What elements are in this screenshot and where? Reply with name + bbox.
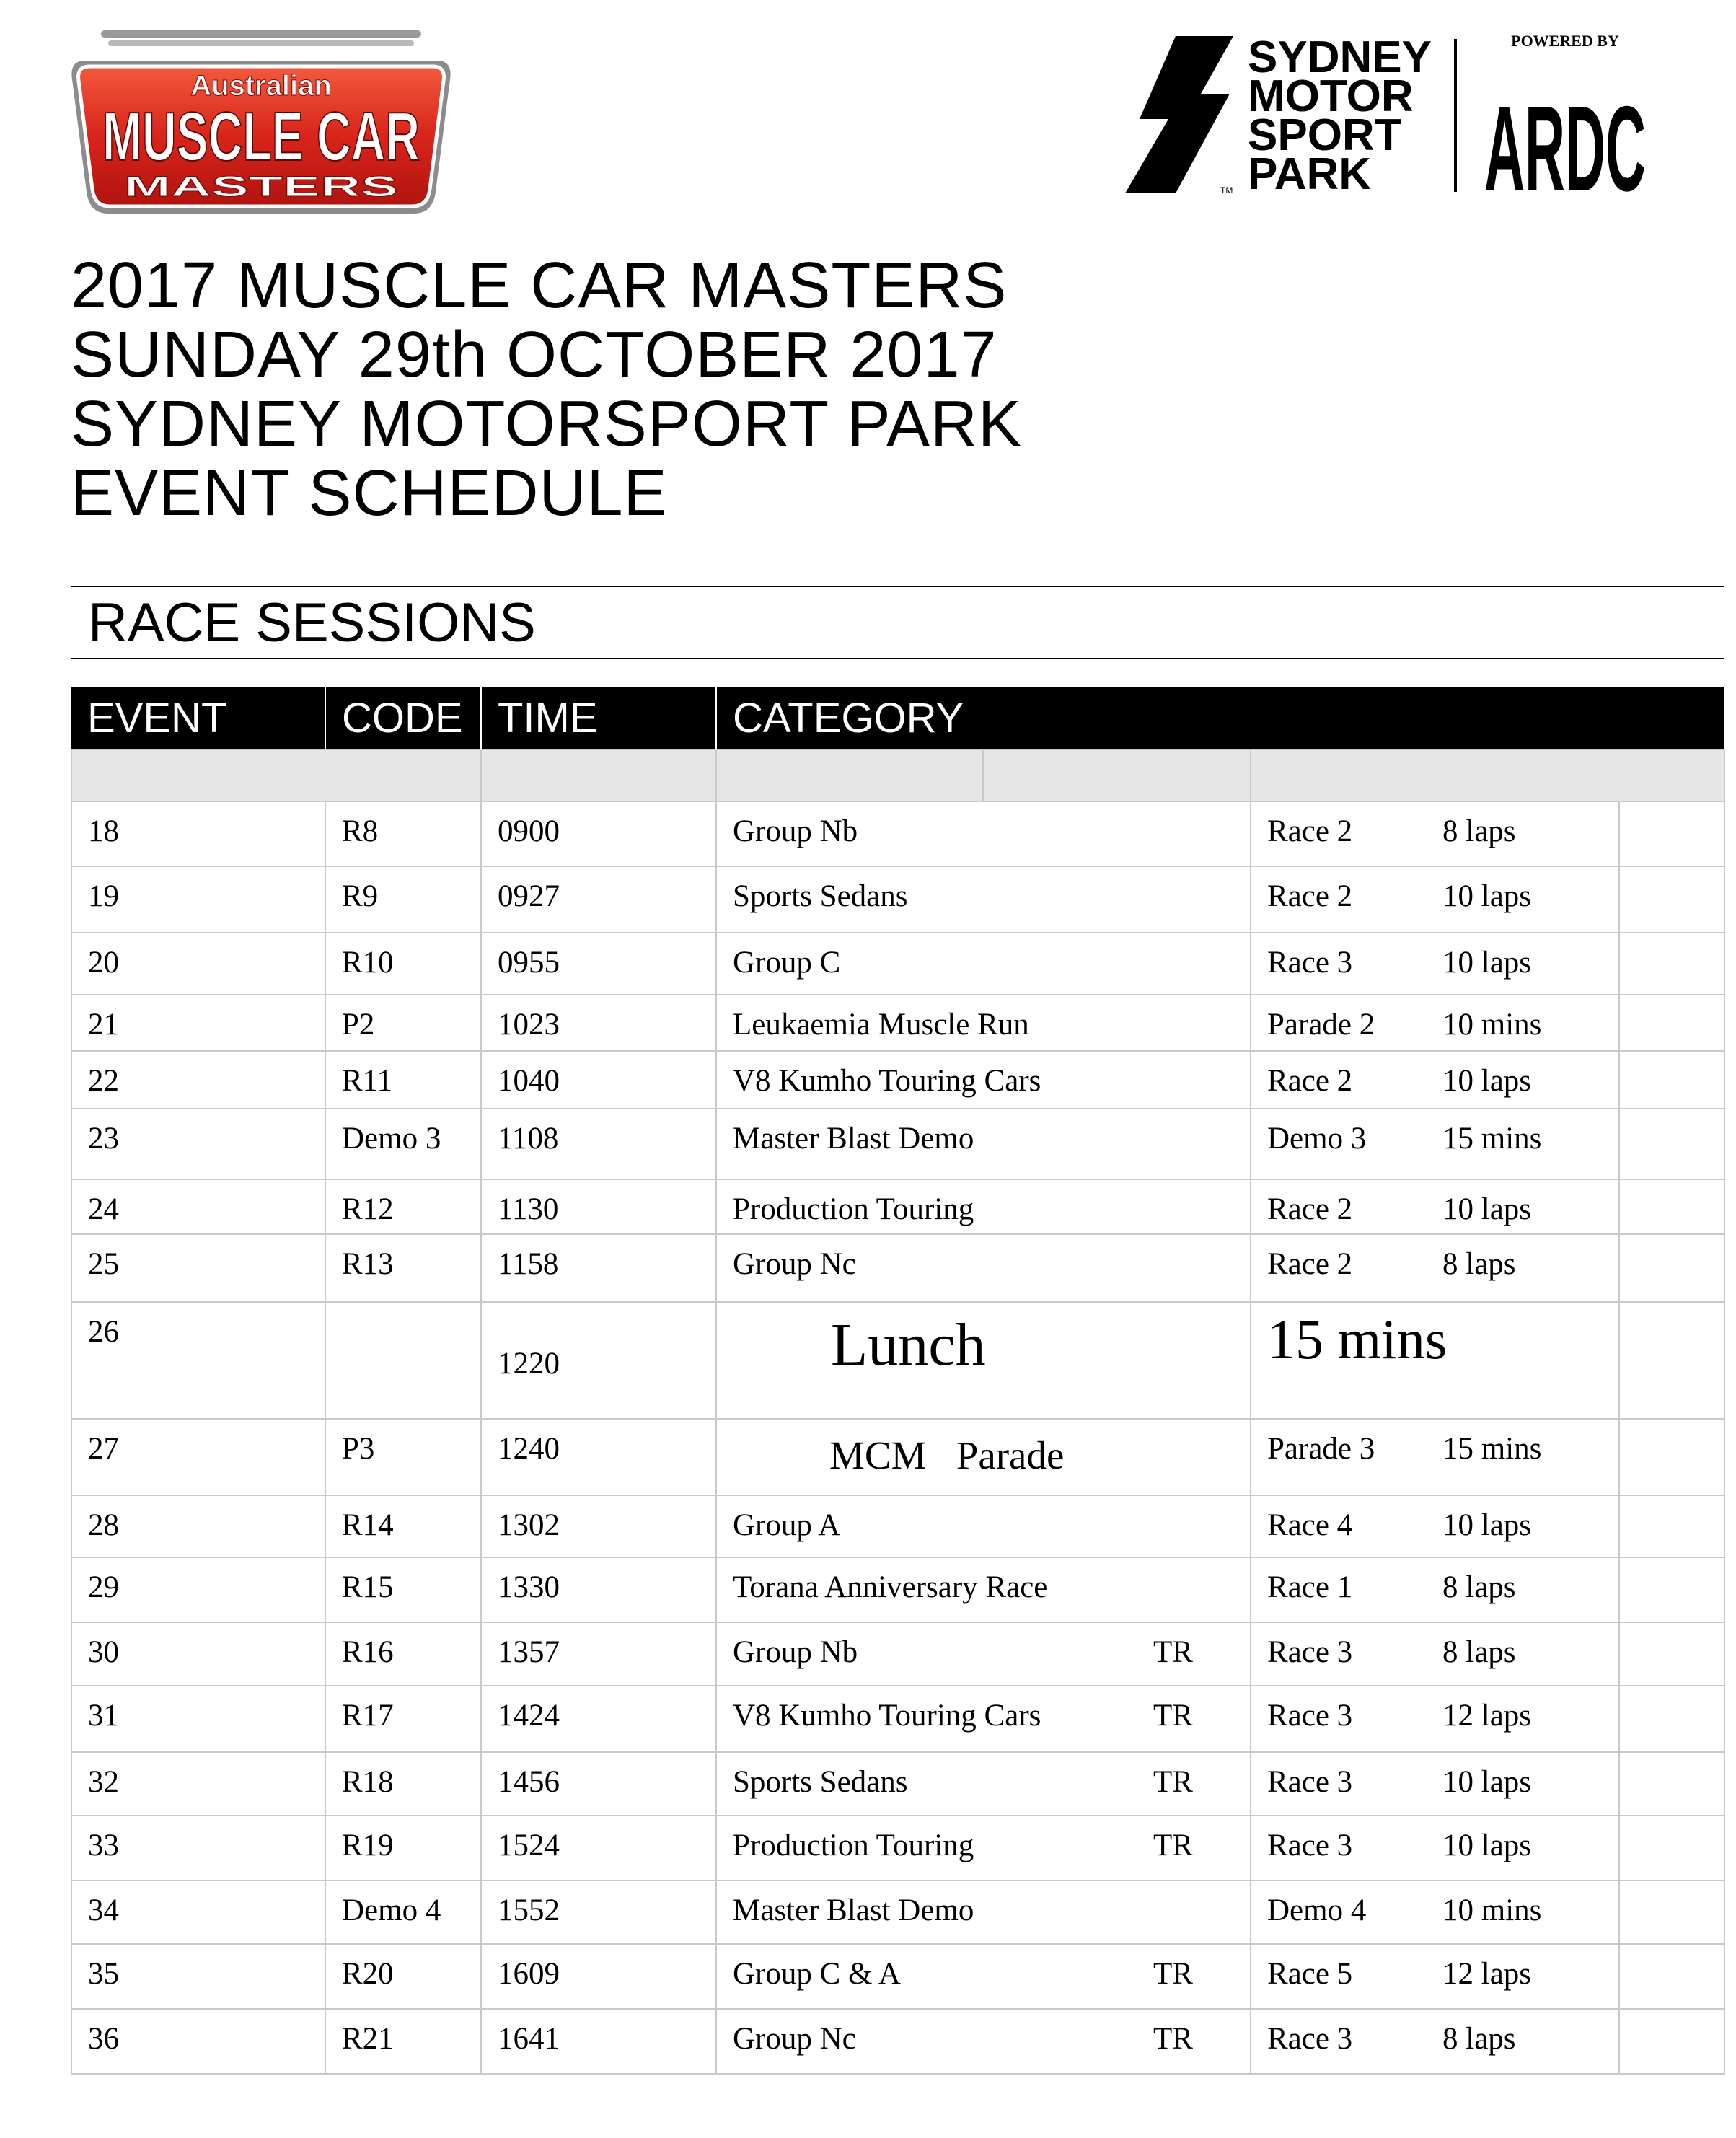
cell-duration: 12 laps xyxy=(1442,1699,1532,1733)
table-row xyxy=(71,1419,1724,1495)
table-row xyxy=(71,1880,1724,1944)
cell-code: R16 xyxy=(342,1635,394,1669)
cell-time: 1023 xyxy=(498,1008,560,1042)
title-line-venue: SYDNEY MOTORSPORT PARK xyxy=(71,388,1023,460)
cell-session: Race 3 xyxy=(1267,1635,1353,1669)
cell-category: Production Touring xyxy=(733,1829,974,1862)
cell-event: 21 xyxy=(88,1008,119,1042)
cell-code: R8 xyxy=(342,814,379,848)
cell-code xyxy=(326,1303,480,1314)
cell-code: R21 xyxy=(342,2022,394,2056)
cell-code: Demo 4 xyxy=(342,1893,441,1927)
cell-duration: 10 laps xyxy=(1442,1192,1532,1226)
mcm-logo-muscle-car: MUSCLE CAR xyxy=(102,98,420,175)
table-row xyxy=(71,1051,1724,1109)
event-title xyxy=(71,251,1022,528)
cell-event: 18 xyxy=(88,814,119,848)
cell-time: 1220 xyxy=(498,1347,560,1381)
table-row xyxy=(71,866,1724,933)
header-category: CATEGORY xyxy=(716,687,1724,749)
cell-session: Race 3 xyxy=(1267,2022,1353,2056)
cell-event: 25 xyxy=(88,1247,119,1281)
cell-code: R12 xyxy=(342,1192,394,1226)
table-spacer-row xyxy=(71,749,1724,801)
cell-code: R9 xyxy=(342,879,379,913)
section-title: RACE SESSIONS xyxy=(88,592,536,654)
cell-event: 34 xyxy=(88,1893,119,1927)
cell-session: Race 3 xyxy=(1267,1765,1353,1799)
cell-category: Production Touring xyxy=(733,1192,974,1226)
section-rule-top xyxy=(71,586,1724,587)
cell-duration: 15 mins xyxy=(1442,1122,1542,1156)
cell-session: Demo 4 xyxy=(1267,1893,1367,1927)
cell-time: 1552 xyxy=(498,1893,560,1927)
table-row xyxy=(71,1302,1724,1419)
cell-tr-flag: TR xyxy=(1153,1699,1193,1733)
cell-duration: 10 laps xyxy=(1442,1508,1532,1542)
cell-event: 33 xyxy=(88,1829,119,1862)
cell-event: 28 xyxy=(88,1508,119,1542)
cell-time: 1302 xyxy=(498,1508,560,1542)
cell-event: 29 xyxy=(88,1570,119,1604)
cell-time: 1456 xyxy=(498,1765,560,1799)
cell-event: 36 xyxy=(88,2022,119,2056)
header-time: TIME xyxy=(481,687,716,749)
cell-event: 19 xyxy=(88,879,119,913)
cell-code: P3 xyxy=(342,1432,375,1466)
table-row xyxy=(71,995,1724,1051)
cell-event: 20 xyxy=(88,946,119,980)
smsp-logo-sport: SPORT xyxy=(1248,110,1402,160)
cell-duration: 8 laps xyxy=(1442,1635,1516,1669)
section-rule-bottom xyxy=(71,658,1724,659)
cell-time: 1330 xyxy=(498,1570,560,1604)
cell-category: Sports Sedans xyxy=(733,879,908,913)
cell-tr-flag: TR xyxy=(1153,2022,1193,2056)
cell-duration: 10 laps xyxy=(1442,1829,1532,1862)
cell-duration: 15 mins xyxy=(1442,1432,1542,1466)
cell-category: Group Nc xyxy=(733,2022,856,2056)
cell-session: Race 2 xyxy=(1267,814,1353,848)
table-row xyxy=(71,1752,1724,1816)
cell-time: 1108 xyxy=(498,1122,559,1156)
cell-session: Race 2 xyxy=(1267,1064,1353,1098)
cell-duration: 10 laps xyxy=(1442,1064,1532,1098)
header-event: EVENT xyxy=(71,687,325,749)
cell-category: Group Nb xyxy=(733,814,858,848)
title-line-schedule: EVENT SCHEDULE xyxy=(71,457,668,529)
table-row xyxy=(71,1557,1724,1622)
cell-event: 30 xyxy=(88,1635,119,1669)
cell-category: Group C xyxy=(733,946,841,980)
cell-session: Race 5 xyxy=(1267,1957,1353,1991)
table-row xyxy=(71,801,1724,866)
table-row xyxy=(71,1109,1724,1179)
cell-time: 1524 xyxy=(498,1829,560,1862)
mcm-logo-masters: MASTERS xyxy=(124,171,398,203)
cell-code: R18 xyxy=(342,1765,394,1799)
cell-category: Group C & A xyxy=(733,1957,901,1991)
mcm-logo-australian: Australian xyxy=(190,70,332,102)
table-row xyxy=(71,1944,1724,2009)
cell-tr-flag: TR xyxy=(1153,1957,1193,1991)
cell-duration: 8 laps xyxy=(1442,2022,1516,2056)
cell-session: Parade 2 xyxy=(1267,1008,1375,1042)
ardc-logo: ARDC xyxy=(1484,81,1646,216)
cell-event: 26 xyxy=(88,1315,119,1349)
smsp-logo-park: PARK xyxy=(1248,149,1372,199)
cell-code: R14 xyxy=(342,1508,394,1542)
cell-duration: 12 laps xyxy=(1442,1957,1532,1991)
cell-event: 22 xyxy=(88,1064,119,1098)
cell-event: 32 xyxy=(88,1765,119,1799)
cell-category: Master Blast Demo xyxy=(733,1122,974,1156)
cell-session: Parade 3 xyxy=(1267,1432,1375,1466)
cell-time: 1158 xyxy=(498,1247,559,1281)
ardc-powered-by: POWERED BY xyxy=(1511,32,1619,50)
table-row xyxy=(71,933,1724,995)
table-row xyxy=(71,1495,1724,1557)
title-line-date: SUNDAY 29th OCTOBER 2017 xyxy=(71,319,997,391)
cell-duration: 10 laps xyxy=(1442,879,1532,913)
cell-category: MCM Parade xyxy=(829,1433,1065,1477)
cell-duration: 8 laps xyxy=(1442,814,1516,848)
cell-duration: 10 mins xyxy=(1442,1893,1542,1927)
cell-time: 0927 xyxy=(498,879,560,913)
cell-category: V8 Kumho Touring Cars xyxy=(733,1064,1041,1098)
cell-code: R13 xyxy=(342,1247,394,1281)
cell-session: Race 3 xyxy=(1267,1699,1353,1733)
cell-tr-flag: TR xyxy=(1153,1829,1193,1862)
cell-time: 1040 xyxy=(498,1064,560,1098)
muscle-car-masters-logo xyxy=(63,29,459,224)
cell-time: 1641 xyxy=(498,2022,560,2056)
cell-time: 0900 xyxy=(498,814,560,848)
cell-code: Demo 3 xyxy=(342,1122,441,1156)
cell-session: Race 2 xyxy=(1267,1247,1353,1281)
header-code: CODE xyxy=(325,687,481,749)
cell-category: Master Blast Demo xyxy=(733,1893,974,1927)
table-row xyxy=(71,1179,1724,1234)
title-line-event: 2017 MUSCLE CAR MASTERS xyxy=(71,250,1008,322)
cell-category: Lunch xyxy=(831,1311,986,1378)
cell-session: Race 4 xyxy=(1267,1508,1353,1542)
cell-category: V8 Kumho Touring Cars xyxy=(733,1699,1041,1733)
cell-category: Sports Sedans xyxy=(733,1765,908,1799)
cell-session: Demo 3 xyxy=(1267,1122,1367,1156)
smsp-logo-tm: TM xyxy=(1220,185,1233,195)
cell-category: Torana Anniversary Race xyxy=(733,1570,1048,1604)
cell-duration: 10 laps xyxy=(1442,946,1532,980)
cell-code: R19 xyxy=(342,1829,394,1862)
cell-code: R10 xyxy=(342,946,394,980)
cell-tr-flag: TR xyxy=(1153,1765,1193,1799)
cell-event: 35 xyxy=(88,1957,119,1991)
cell-event: 27 xyxy=(88,1432,119,1466)
smsp-bolt-icon xyxy=(1125,36,1233,193)
cell-time: 0955 xyxy=(498,946,560,980)
cell-category: Group Nb xyxy=(733,1635,858,1669)
table-row xyxy=(71,2009,1724,2074)
cell-time: 1240 xyxy=(498,1432,560,1466)
table-row xyxy=(71,1816,1724,1880)
cell-time: 1357 xyxy=(498,1635,560,1669)
cell-event: 31 xyxy=(88,1699,119,1733)
smsp-logo-motor: MOTOR xyxy=(1248,71,1414,121)
cell-code: R20 xyxy=(342,1957,394,1991)
cell-time: 1609 xyxy=(498,1957,560,1991)
cell-duration: 10 laps xyxy=(1442,1765,1532,1799)
table-row xyxy=(71,1686,1724,1752)
cell-code: R11 xyxy=(342,1064,393,1098)
cell-category: Group Nc xyxy=(733,1247,856,1281)
table-row xyxy=(71,1622,1724,1686)
cell-time: 1424 xyxy=(498,1699,560,1733)
cell-event: 24 xyxy=(88,1192,119,1226)
cell-time: 1130 xyxy=(498,1192,559,1226)
cell-session: Race 2 xyxy=(1267,879,1353,913)
cell-duration: 8 laps xyxy=(1442,1570,1516,1604)
cell-session: 15 mins xyxy=(1267,1308,1448,1371)
cell-session: Race 2 xyxy=(1267,1192,1353,1226)
cell-duration: 8 laps xyxy=(1442,1247,1516,1281)
sydney-motorsport-park-logo xyxy=(1125,29,1646,216)
cell-tr-flag: TR xyxy=(1153,1635,1193,1669)
cell-session: Race 3 xyxy=(1267,946,1353,980)
cell-session: Race 3 xyxy=(1267,1829,1353,1862)
race-schedule-table xyxy=(71,687,1725,2075)
table-row xyxy=(71,1234,1724,1302)
cell-duration: 10 mins xyxy=(1442,1008,1542,1042)
cell-category: Leukaemia Muscle Run xyxy=(733,1008,1029,1042)
cell-session: Race 1 xyxy=(1267,1570,1353,1604)
table-header-row xyxy=(71,687,1724,749)
cell-code: P2 xyxy=(342,1008,375,1042)
cell-event: 23 xyxy=(88,1122,119,1156)
smsp-logo-sydney: SYDNEY xyxy=(1248,32,1432,82)
cell-category: Group A xyxy=(733,1508,841,1542)
cell-code: R17 xyxy=(342,1699,394,1733)
cell-code: R15 xyxy=(342,1570,394,1604)
